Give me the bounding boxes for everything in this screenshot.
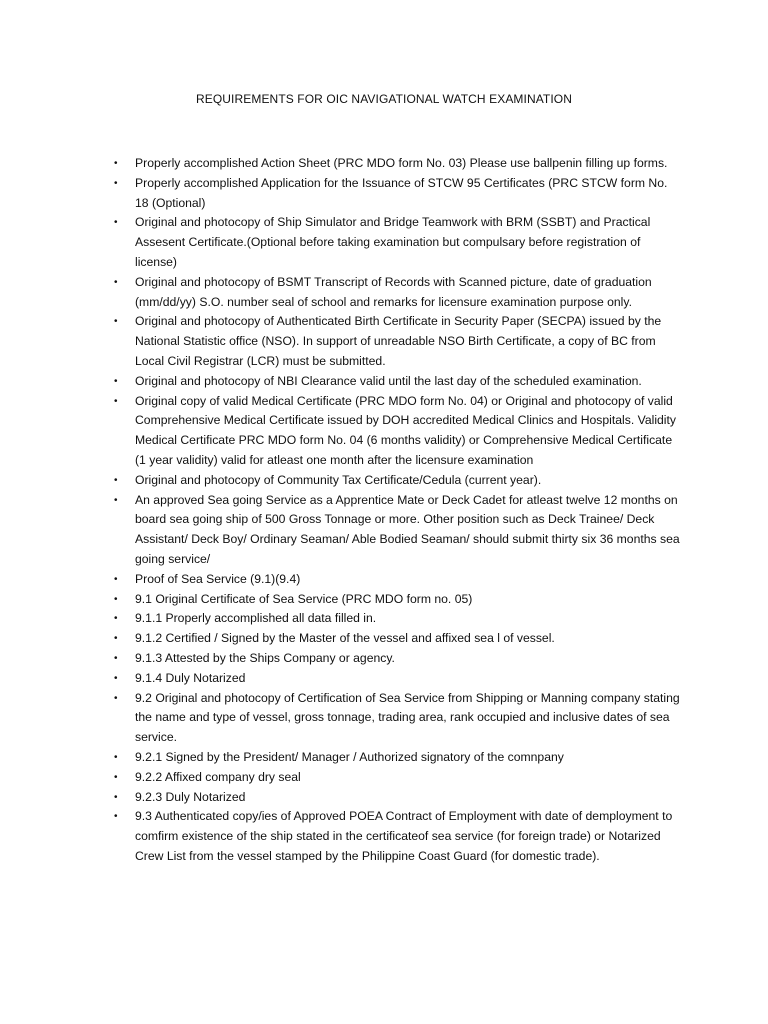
requirement-item [0,312,768,371]
bullet-icon: • [114,177,118,189]
requirement-item [0,174,768,214]
bullet-icon: • [114,613,118,625]
requirement-text: Original and photocopy of Community Tax Certificate/Cedula (current year). [135,472,542,487]
bullet-icon: • [114,494,118,506]
requirement-text: Properly accomplished Application for the Issuance of STCW 95 Certificates (PRC STCW form No. 18 (Optional) [135,175,668,210]
bullet-icon: • [114,593,118,605]
requirement-text: 9.1.2 Certified / Signed by the Master of the vessel and affixed sea l of vessel. [135,631,555,646]
requirement-text: Original and photocopy of Ship Simulator and Bridge Teamwork with BRM (SSBT) and Practical Assesent Certificate.(Optional before taking examination but compulsary before registration of license) [135,215,651,269]
requirement-item [0,392,768,471]
requirement-text: 9.1.1 Properly accomplished all data filled in. [135,611,377,626]
bullet-icon: • [114,672,118,684]
requirement-text: 9.3 Authenticated copy/ies of Approved POEA Contract of Employment with date of demployment to comfirm existence of the ship stated in the certificateof sea service (for foreign trade) or Notarized Crew List from the vessel stamped by the Philippine Coast Guard (for domestic trade). [135,809,673,863]
requirement-item [0,491,768,570]
requirement-item [0,154,768,174]
requirement-item [0,768,768,788]
requirement-text: 9.1.3 Attested by the Ships Company or agency. [135,650,395,665]
requirement-item [0,807,768,866]
requirement-text: 9.2.2 Affixed company dry seal [135,769,301,784]
bullet-icon: • [114,158,118,169]
requirement-item [0,570,768,590]
bullet-icon: • [114,633,118,645]
requirement-item [0,649,768,669]
requirement-text: 9.2.1 Signed by the President/ Manager / Authorized signatory of the comnpany [135,749,564,764]
requirement-text: Original copy of valid Medical Certificate (PRC MDO form No. 04) or Original and photocopy of valid Comprehensive Medical Certificate issued by DOH accredited Medical Clinics and Hospitals. Validity Medical Certificate PRC MDO form No. 04 (6 months validity) or Comprehensive Medical Certificate (1 year validity) valid for atleast one month after the licensure examination [135,393,676,467]
requirement-text: Original and photocopy of Authenticated Birth Certificate in Security Paper (SECPA) issued by the National Statistic office (NSO). In support of unreadable NSO Birth Certificate, a copy of BC from Local Civil Registrar (LCR) must be submitted. [135,314,662,368]
bullet-icon: • [114,573,118,585]
document-title: REQUIREMENTS FOR OIC NAVIGATIONAL WATCH EXAMINATION [195,92,572,106]
requirement-text: 9.1 Original Certificate of Sea Service (PRC MDO form no. 05) [135,591,473,606]
requirement-text: Original and photocopy of NBI Clearance valid until the last day of the scheduled examination. [135,373,642,388]
requirement-item [0,748,768,768]
requirement-item [0,273,768,313]
requirement-item [0,788,768,808]
bullet-icon: • [114,217,118,229]
requirement-text: 9.2.3 Duly Notarized [135,789,246,804]
bullet-icon: • [114,474,118,486]
bullet-icon: • [114,276,118,288]
requirement-text: Properly accomplished Action Sheet (PRC MDO form No. 03) Please use ballpenin filling up forms. [135,156,668,170]
bullet-icon: • [114,692,118,704]
requirement-item [0,609,768,629]
requirement-item [0,590,768,610]
requirement-item [0,213,768,272]
bullet-icon: • [114,316,118,328]
requirement-item [0,669,768,689]
requirement-item [0,629,768,649]
bullet-icon: • [114,791,118,803]
requirement-item [0,471,768,491]
requirement-item [0,372,768,392]
bullet-icon: • [114,771,118,783]
requirement-item [0,689,768,748]
bullet-icon: • [114,375,118,387]
bullet-icon: • [114,751,118,763]
requirement-text: 9.2 Original and photocopy of Certification of Sea Service from Shipping or Manning company stating the name and type of vessel, gross tonnage, trading area, rank occupied and inclusive dates of sea service. [135,690,680,745]
bullet-icon: • [114,395,118,407]
requirement-text: 9.1.4 Duly Notarized [135,670,246,685]
bullet-icon: • [114,652,118,664]
requirement-text: Original and photocopy of BSMT Transcript of Records with Scanned picture, date of graduation (mm/dd/yy) S.O. number seal of school and remarks for licensure examination purpose only. [135,274,652,309]
requirements-list [0,154,768,867]
bullet-icon: • [114,811,118,823]
requirement-text: An approved Sea going Service as a Apprentice Mate or Deck Cadet for atleast twelve 12 months on board sea going ship of 500 Gross Tonnage or more. Other position such as Deck Trainee/ Deck Assistant/ Deck Boy/ Ordinary Seaman/ Able Bodied Seaman/ should submit thirty six 36 months sea going service/ [135,492,680,566]
requirement-text: Proof of Sea Service (9.1)(9.4) [135,571,301,586]
